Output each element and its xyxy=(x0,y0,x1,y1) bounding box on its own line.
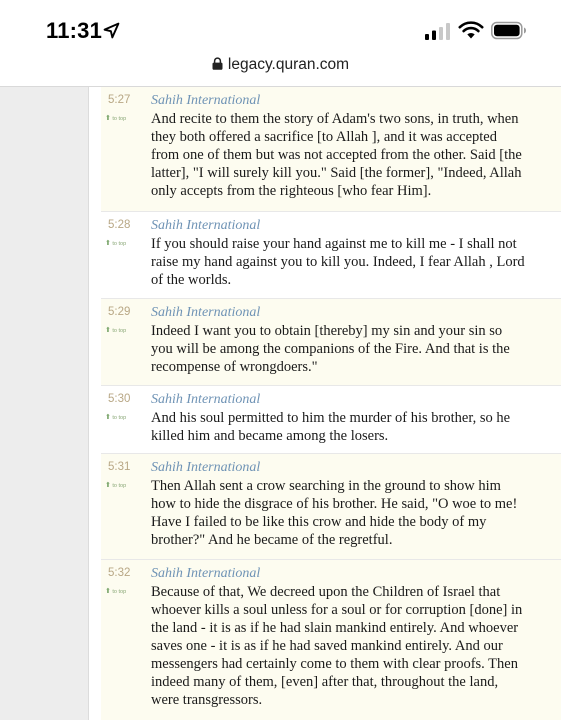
verse-line: whoever kills a soul unless for a soul or for corruption [done] in xyxy=(151,602,523,618)
page-background xyxy=(0,87,561,720)
verse-line: from one of them but was not accepted from the other. Said [the xyxy=(151,147,522,163)
verse-translation xyxy=(151,235,556,289)
verse-line: raise my hand against you to kill you. Indeed, I fear Allah , Lord xyxy=(151,254,525,270)
verse-line: recompense of wrongdoers." xyxy=(151,359,318,375)
status-time: 11:31 xyxy=(46,18,103,43)
verse-reference[interactable]: 5:27 xyxy=(108,94,131,106)
translator-name: Sahih International xyxy=(151,93,261,108)
to-top-link[interactable] xyxy=(105,114,126,122)
to-top-link[interactable] xyxy=(105,239,126,247)
to-top-label: to top xyxy=(112,415,127,421)
verse-line: saves one - it is as if he had saved mankind entirely. And our xyxy=(151,638,503,654)
to-top-label: to top xyxy=(112,241,127,247)
verse-translation xyxy=(151,110,556,200)
verse-reference[interactable]: 5:28 xyxy=(108,219,131,231)
to-top-link[interactable] xyxy=(105,413,126,421)
verse-row xyxy=(101,87,561,212)
up-arrow-icon: ⬆ xyxy=(105,588,111,595)
verse-reference[interactable]: 5:32 xyxy=(108,567,131,579)
verse-line: were transgressors. xyxy=(151,692,263,708)
to-top-label: to top xyxy=(112,483,127,489)
verse-line: the land - it is as if he had slain mankind entirely. And whoever xyxy=(151,620,519,636)
verse-line: how to hide the disgrace of his brother. He said, "O woe to me! xyxy=(151,496,518,512)
verse-line: Have I failed to be like this crow and hide the body of my xyxy=(151,514,487,530)
verse-row xyxy=(101,212,561,299)
url-text: legacy.quran.com xyxy=(227,56,350,73)
verse-reference[interactable]: 5:29 xyxy=(108,306,131,318)
verse-line: of the worlds. xyxy=(151,272,232,288)
up-arrow-icon: ⬆ xyxy=(105,327,111,334)
translator-name: Sahih International xyxy=(151,218,261,233)
verse-line: brother?" And he became of the regretful. xyxy=(151,532,393,548)
verse-line: killed him and became among the losers. xyxy=(151,428,389,444)
address-field[interactable] xyxy=(0,56,561,74)
verse-translation xyxy=(151,409,556,445)
verse-line: And his soul permitted to him the murder of his brother, so he xyxy=(151,410,511,426)
battery-icon xyxy=(491,21,527,40)
verse-reference[interactable]: 5:31 xyxy=(108,461,131,473)
verse-list xyxy=(88,87,561,720)
to-top-link[interactable] xyxy=(105,587,126,595)
lock-icon xyxy=(212,57,223,70)
verse-row xyxy=(101,386,561,454)
to-top-label: to top xyxy=(112,589,127,595)
up-arrow-icon: ⬆ xyxy=(105,115,111,122)
verse-line: messengers had certainly come to them with clear proofs. Then xyxy=(151,656,518,672)
verse-line: Indeed I want you to obtain [thereby] my sin and your sin so xyxy=(151,323,503,339)
to-top-label: to top xyxy=(112,328,127,334)
verse-translation xyxy=(151,322,556,376)
verse-row xyxy=(101,299,561,386)
browser-url-bar[interactable] xyxy=(0,52,561,87)
verse-line: they both offered a sacrifice [to Allah ], and it was accepted xyxy=(151,129,497,145)
to-top-link[interactable] xyxy=(105,481,126,489)
up-arrow-icon: ⬆ xyxy=(105,240,111,247)
verse-line: Then Allah sent a crow searching in the ground to show him xyxy=(151,478,501,494)
verse-line: Because of that, We decreed upon the Children of Israel that xyxy=(151,584,501,600)
location-arrow-icon xyxy=(103,22,120,39)
up-arrow-icon: ⬆ xyxy=(105,414,111,421)
translator-name: Sahih International xyxy=(151,305,261,320)
verse-line: And recite to them the story of Adam's two sons, in truth, when xyxy=(151,111,519,127)
translator-name: Sahih International xyxy=(151,566,261,581)
to-top-label: to top xyxy=(112,116,127,122)
verse-translation xyxy=(151,583,556,709)
status-bar xyxy=(0,0,561,52)
verse-reference[interactable]: 5:30 xyxy=(108,393,131,405)
verse-row xyxy=(101,454,561,560)
translator-name: Sahih International xyxy=(151,392,261,407)
cellular-signal-icon xyxy=(424,22,450,40)
up-arrow-icon: ⬆ xyxy=(105,482,111,489)
verse-line: latter], "I will surely kill you." Said [the former], "Indeed, Allah xyxy=(151,165,522,181)
verse-line: If you should raise your hand against me to kill me - I shall not xyxy=(151,236,517,252)
wifi-icon xyxy=(458,21,484,40)
translator-name: Sahih International xyxy=(151,460,261,475)
verse-translation xyxy=(151,477,556,549)
verse-line: only accepts from the righteous [who fear Him]. xyxy=(151,183,432,199)
verse-row xyxy=(101,560,561,720)
verse-line: you will be among the companions of the Fire. And that is the xyxy=(151,341,510,357)
to-top-link[interactable] xyxy=(105,326,126,334)
verse-line: indeed many of them, [even] after that, throughout the land, xyxy=(151,674,499,690)
